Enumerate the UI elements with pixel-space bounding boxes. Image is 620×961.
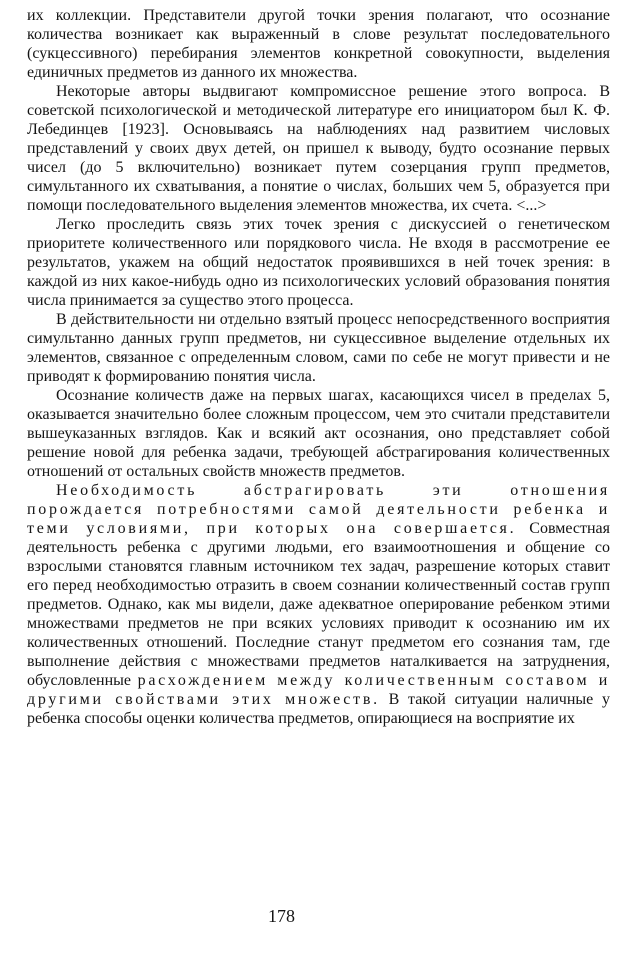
paragraph-6 bbox=[27, 481, 610, 728]
page-text bbox=[27, 6, 610, 728]
paragraph-1 bbox=[27, 6, 610, 82]
paragraph-4-text: В действительности ни отдельно взятый процесс непосредственного восприятия симультанно данных групп предметов, ни сукцессивное выделение отдельных их элементов, связанное с определенным словом, сами по себе не могут привести и не приводят к формированию понятия числа. bbox=[27, 311, 610, 385]
paragraph-2-text: Некоторые авторы выдвигают компромиссное решение этого вопроса. В советской психологической и методической литературе его инициатором был К. Ф. Лебединцев [1923]. Основываясь на наблюдениях над развитием числовых представлений у своих двух детей, он пришел к выводу, будто осознание первых чисел (до 5 включительно) возникает путем созерцания групп предметов, симультанного их схватывания, а понятие о числах, больших чем 5, образуется при помощи последовательного выделения элементов множества, их счета. <...> bbox=[27, 83, 610, 214]
page-number: 178 bbox=[268, 906, 295, 926]
emphasis-text: Необходимость абстрагировать эти отношения порождается потребностями самой деятельности ребенка и теми условиями, при которых она совершается. bbox=[27, 482, 610, 537]
paragraph-5 bbox=[27, 386, 610, 481]
paragraph-6-text-end: В такой ситуации наличные у ребенка способы оценки количества предметов, опирающиеся на восприятие их bbox=[27, 691, 610, 727]
paragraph-6-text: Совместная деятельность ребенка с другими людьми, его взаимоотношения и общение со взрослыми становятся главным источником тех задач, разрешение которых ставит его перед необходимостью отразить в своем сознании количественный состав групп предметов. Однако, как мы видели, даже адекватное оперирование ребенком этими множествами предметов не при всяких условиях приводит к осознанию им их количественных отношений. Последние станут предметом его сознания там, где выполнение действия с множествами предметов наталкивается на затруднения, обусловленные bbox=[27, 520, 610, 689]
paragraph-2 bbox=[27, 82, 610, 215]
paragraph-5-text: Осознание количеств даже на первых шагах, касающихся чисел в пределах 5, оказывается значительно более сложным процессом, чем это считали представители вышеуказанных взглядов. Как и всякий акт осознания, оно представляет собой решение новой для ребенка задачи, требующей абстрагирования количественных отношений от остальных свойств множеств предметов. bbox=[27, 387, 610, 480]
emphasis-text: расхождением между количественным составом и другими свойствами этих множеств. bbox=[27, 672, 611, 708]
paragraph-4 bbox=[27, 310, 610, 386]
paragraph-3-text: Легко проследить связь этих точек зрения с дискуссией о генетическом приоритете количественного или порядкового числа. Не входя в рассмотрение ее результатов, укажем на общий недостаток проявившихся в ней точек зрения: в каждой из них какое-нибудь одно из психологических условий образования понятия числа принимается за существо этого процесса. bbox=[27, 216, 610, 309]
paragraph-1-text: их коллекции. Представители другой точки зрения полагают, что осознание количества возникает как выраженный в слове результат последовательного (сукцессивного) перебирания элементов конкретной совокупности, выделения единичных предметов из данного их множества. bbox=[27, 7, 610, 81]
paragraph-3 bbox=[27, 215, 610, 310]
